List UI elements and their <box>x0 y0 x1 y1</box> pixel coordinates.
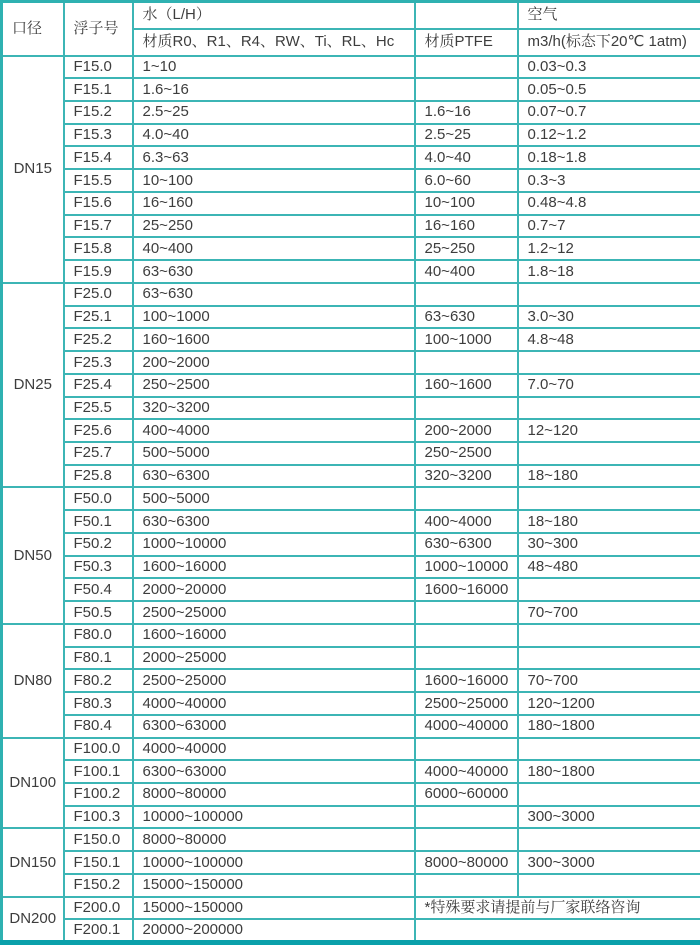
table-row <box>2 692 700 715</box>
table-row <box>2 101 700 124</box>
table-row <box>2 374 700 397</box>
water-flow-cell: 1.6~16 <box>133 78 415 101</box>
float-no-cell: F15.3 <box>64 124 133 147</box>
float-no-cell: F100.2 <box>64 783 133 806</box>
table-row <box>2 215 700 238</box>
air-flow-cell <box>518 874 700 897</box>
water-flow-cell: 250~2500 <box>133 374 415 397</box>
air-flow-cell <box>518 578 700 601</box>
table-header <box>2 2 700 56</box>
table-row <box>2 897 700 920</box>
air-flow-cell <box>518 397 700 420</box>
table-row <box>2 146 700 169</box>
table-row <box>2 306 700 329</box>
table-row <box>2 783 700 806</box>
air-flow-cell: 48~480 <box>518 556 700 579</box>
diameter-cell: DN15 <box>2 56 64 283</box>
water-flow-cell: 2.5~25 <box>133 101 415 124</box>
table-row <box>2 715 700 738</box>
air-flow-cell: 30~300 <box>518 533 700 556</box>
table-row <box>2 851 700 874</box>
ptfe-flow-cell <box>415 624 518 647</box>
table-row <box>2 78 700 101</box>
table-row <box>2 601 700 624</box>
water-flow-cell: 630~6300 <box>133 510 415 533</box>
table-row <box>2 328 700 351</box>
float-no-cell: F80.3 <box>64 692 133 715</box>
table-row <box>2 738 700 761</box>
water-flow-cell: 20000~200000 <box>133 919 415 942</box>
air-flow-cell: 1.8~18 <box>518 260 700 283</box>
air-flow-cell <box>518 738 700 761</box>
air-flow-cell: 0.18~1.8 <box>518 146 700 169</box>
ptfe-flow-cell <box>415 56 518 79</box>
float-no-cell: F80.0 <box>64 624 133 647</box>
ptfe-flow-cell: 100~1000 <box>415 328 518 351</box>
water-flow-cell: 15000~150000 <box>133 874 415 897</box>
water-flow-cell: 630~6300 <box>133 465 415 488</box>
diameter-cell: DN25 <box>2 283 64 488</box>
water-flow-cell: 10~100 <box>133 169 415 192</box>
ptfe-flow-cell <box>415 397 518 420</box>
ptfe-flow-cell: 1.6~16 <box>415 101 518 124</box>
table-row <box>2 442 700 465</box>
table-row <box>2 283 700 306</box>
water-flow-cell: 2000~20000 <box>133 578 415 601</box>
diameter-cell: DN80 <box>2 624 64 738</box>
float-no-cell: F15.0 <box>64 56 133 79</box>
float-no-cell: F25.1 <box>64 306 133 329</box>
ptfe-flow-cell: 320~3200 <box>415 465 518 488</box>
header-air-unit: m3/h(标态下20℃ 1atm) <box>518 29 700 56</box>
air-flow-cell: 3.0~30 <box>518 306 700 329</box>
float-no-cell: F25.0 <box>64 283 133 306</box>
float-no-cell: F15.2 <box>64 101 133 124</box>
float-no-cell: F80.4 <box>64 715 133 738</box>
air-flow-cell: 7.0~70 <box>518 374 700 397</box>
ptfe-flow-cell: 200~2000 <box>415 419 518 442</box>
table-row <box>2 647 700 670</box>
table-row <box>2 124 700 147</box>
float-no-cell: F15.4 <box>64 146 133 169</box>
air-flow-cell <box>518 487 700 510</box>
air-flow-cell: 0.03~0.3 <box>518 56 700 79</box>
ptfe-flow-cell: 6.0~60 <box>415 169 518 192</box>
water-flow-cell: 4000~40000 <box>133 692 415 715</box>
header-diameter: 口径 <box>2 2 64 56</box>
table-row <box>2 669 700 692</box>
float-no-cell: F50.3 <box>64 556 133 579</box>
note-cell <box>415 919 700 942</box>
ptfe-flow-cell: 25~250 <box>415 237 518 260</box>
water-flow-cell: 320~3200 <box>133 397 415 420</box>
float-no-cell: F80.1 <box>64 647 133 670</box>
float-no-cell: F25.3 <box>64 351 133 374</box>
ptfe-flow-cell: 40~400 <box>415 260 518 283</box>
air-flow-cell: 18~180 <box>518 510 700 533</box>
ptfe-flow-cell <box>415 738 518 761</box>
table-row <box>2 556 700 579</box>
float-no-cell: F25.7 <box>64 442 133 465</box>
table-row <box>2 578 700 601</box>
air-flow-cell: 1.2~12 <box>518 237 700 260</box>
ptfe-flow-cell: 4.0~40 <box>415 146 518 169</box>
air-flow-cell: 300~3000 <box>518 851 700 874</box>
air-flow-cell: 0.05~0.5 <box>518 78 700 101</box>
table-row <box>2 828 700 851</box>
ptfe-flow-cell <box>415 487 518 510</box>
float-no-cell: F50.0 <box>64 487 133 510</box>
air-flow-cell: 0.7~7 <box>518 215 700 238</box>
water-flow-cell: 10000~100000 <box>133 851 415 874</box>
water-flow-cell: 15000~150000 <box>133 897 415 920</box>
air-flow-cell: 70~700 <box>518 601 700 624</box>
water-flow-cell: 200~2000 <box>133 351 415 374</box>
header-water: 水（L/H） <box>133 2 415 29</box>
table-row <box>2 169 700 192</box>
ptfe-flow-cell: 4000~40000 <box>415 760 518 783</box>
float-no-cell: F15.9 <box>64 260 133 283</box>
water-flow-cell: 6.3~63 <box>133 146 415 169</box>
table-row <box>2 919 700 942</box>
ptfe-flow-cell: 1600~16000 <box>415 669 518 692</box>
water-flow-cell: 1600~16000 <box>133 624 415 647</box>
table-row <box>2 624 700 647</box>
air-flow-cell: 120~1200 <box>518 692 700 715</box>
air-flow-cell: 18~180 <box>518 465 700 488</box>
table-row <box>2 351 700 374</box>
ptfe-flow-cell: 1000~10000 <box>415 556 518 579</box>
float-no-cell: F50.4 <box>64 578 133 601</box>
float-no-cell: F25.4 <box>64 374 133 397</box>
ptfe-flow-cell <box>415 874 518 897</box>
float-no-cell: F50.5 <box>64 601 133 624</box>
header-water-material: 材质R0、R1、R4、RW、Ti、RL、Hc <box>133 29 415 56</box>
table-row <box>2 874 700 897</box>
table-row <box>2 419 700 442</box>
air-flow-cell: 180~1800 <box>518 715 700 738</box>
ptfe-flow-cell: 63~630 <box>415 306 518 329</box>
air-flow-cell: 70~700 <box>518 669 700 692</box>
table-row <box>2 237 700 260</box>
water-flow-cell: 2500~25000 <box>133 601 415 624</box>
table-body <box>2 56 700 943</box>
float-no-cell: F50.2 <box>64 533 133 556</box>
air-flow-cell <box>518 283 700 306</box>
air-flow-cell <box>518 647 700 670</box>
float-no-cell: F200.1 <box>64 919 133 942</box>
table-row <box>2 56 700 79</box>
table-row <box>2 260 700 283</box>
table-row <box>2 192 700 215</box>
ptfe-flow-cell <box>415 78 518 101</box>
header-air: 空气 <box>518 2 700 29</box>
water-flow-cell: 6300~63000 <box>133 715 415 738</box>
table-row <box>2 760 700 783</box>
table-row <box>2 397 700 420</box>
water-flow-cell: 40~400 <box>133 237 415 260</box>
float-no-cell: F15.5 <box>64 169 133 192</box>
air-flow-cell <box>518 783 700 806</box>
air-flow-cell: 0.3~3 <box>518 169 700 192</box>
ptfe-flow-cell <box>415 283 518 306</box>
air-flow-cell <box>518 828 700 851</box>
table-row <box>2 806 700 829</box>
table-row <box>2 510 700 533</box>
water-flow-cell: 8000~80000 <box>133 783 415 806</box>
ptfe-flow-cell: 400~4000 <box>415 510 518 533</box>
ptfe-flow-cell: 4000~40000 <box>415 715 518 738</box>
ptfe-flow-cell <box>415 647 518 670</box>
water-flow-cell: 63~630 <box>133 260 415 283</box>
float-no-cell: F80.2 <box>64 669 133 692</box>
header-water-blank <box>415 2 518 29</box>
air-flow-cell: 4.8~48 <box>518 328 700 351</box>
water-flow-cell: 400~4000 <box>133 419 415 442</box>
float-no-cell: F25.2 <box>64 328 133 351</box>
ptfe-flow-cell: 160~1600 <box>415 374 518 397</box>
ptfe-flow-cell: 8000~80000 <box>415 851 518 874</box>
water-flow-cell: 6300~63000 <box>133 760 415 783</box>
air-flow-cell: 180~1800 <box>518 760 700 783</box>
ptfe-flow-cell <box>415 806 518 829</box>
header-float-no: 浮子号 <box>64 2 133 56</box>
ptfe-flow-cell <box>415 828 518 851</box>
float-no-cell: F150.0 <box>64 828 133 851</box>
water-flow-cell: 25~250 <box>133 215 415 238</box>
float-no-cell: F100.3 <box>64 806 133 829</box>
float-no-cell: F15.8 <box>64 237 133 260</box>
float-no-cell: F25.6 <box>64 419 133 442</box>
note-cell: *特殊要求请提前与厂家联络咨询 <box>415 897 700 920</box>
water-flow-cell: 2500~25000 <box>133 669 415 692</box>
float-no-cell: F50.1 <box>64 510 133 533</box>
ptfe-flow-cell: 250~2500 <box>415 442 518 465</box>
water-flow-cell: 100~1000 <box>133 306 415 329</box>
table-row <box>2 533 700 556</box>
water-flow-cell: 1~10 <box>133 56 415 79</box>
air-flow-cell <box>518 351 700 374</box>
ptfe-flow-cell: 1600~16000 <box>415 578 518 601</box>
table-row <box>2 465 700 488</box>
air-flow-cell <box>518 624 700 647</box>
air-flow-cell: 300~3000 <box>518 806 700 829</box>
water-flow-cell: 8000~80000 <box>133 828 415 851</box>
ptfe-flow-cell: 6000~60000 <box>415 783 518 806</box>
air-flow-cell: 12~120 <box>518 419 700 442</box>
water-flow-cell: 160~1600 <box>133 328 415 351</box>
water-flow-cell: 2000~25000 <box>133 647 415 670</box>
ptfe-flow-cell <box>415 351 518 374</box>
air-flow-cell: 0.07~0.7 <box>518 101 700 124</box>
diameter-cell: DN200 <box>2 897 64 943</box>
water-flow-cell: 16~160 <box>133 192 415 215</box>
float-no-cell: F15.6 <box>64 192 133 215</box>
float-no-cell: F150.1 <box>64 851 133 874</box>
float-no-cell: F100.0 <box>64 738 133 761</box>
float-no-cell: F15.1 <box>64 78 133 101</box>
air-flow-cell <box>518 442 700 465</box>
ptfe-flow-cell: 2.5~25 <box>415 124 518 147</box>
water-flow-cell: 500~5000 <box>133 487 415 510</box>
float-no-cell: F15.7 <box>64 215 133 238</box>
ptfe-flow-cell: 10~100 <box>415 192 518 215</box>
water-flow-cell: 500~5000 <box>133 442 415 465</box>
ptfe-flow-cell: 630~6300 <box>415 533 518 556</box>
header-ptfe-material: 材质PTFE <box>415 29 518 56</box>
float-no-cell: F150.2 <box>64 874 133 897</box>
ptfe-flow-cell <box>415 601 518 624</box>
water-flow-cell: 10000~100000 <box>133 806 415 829</box>
water-flow-cell: 63~630 <box>133 283 415 306</box>
ptfe-flow-cell: 16~160 <box>415 215 518 238</box>
diameter-cell: DN50 <box>2 487 64 623</box>
diameter-cell: DN150 <box>2 828 64 896</box>
ptfe-flow-cell: 2500~25000 <box>415 692 518 715</box>
float-no-cell: F100.1 <box>64 760 133 783</box>
water-flow-cell: 4000~40000 <box>133 738 415 761</box>
diameter-cell: DN100 <box>2 738 64 829</box>
float-no-cell: F25.8 <box>64 465 133 488</box>
float-no-cell: F200.0 <box>64 897 133 920</box>
float-no-cell: F25.5 <box>64 397 133 420</box>
table-row <box>2 487 700 510</box>
air-flow-cell: 0.12~1.2 <box>518 124 700 147</box>
air-flow-cell: 0.48~4.8 <box>518 192 700 215</box>
water-flow-cell: 1600~16000 <box>133 556 415 579</box>
water-flow-cell: 4.0~40 <box>133 124 415 147</box>
water-flow-cell: 1000~10000 <box>133 533 415 556</box>
